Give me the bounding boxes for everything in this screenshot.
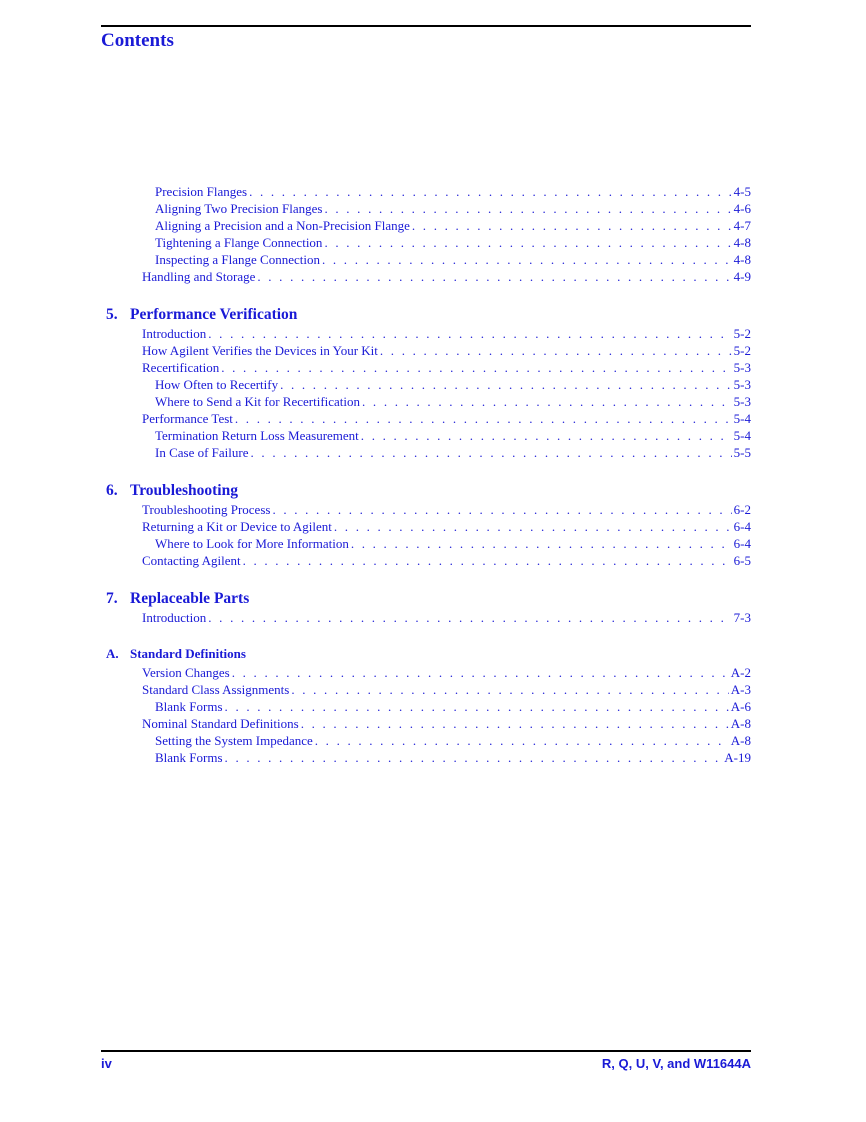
toc-entry[interactable]	[101, 410, 751, 427]
dot-leader	[301, 715, 729, 732]
dot-leader	[225, 749, 723, 766]
toc-entry[interactable]	[101, 325, 751, 342]
toc-entry-page: 4-7	[733, 218, 751, 233]
toc-entry[interactable]	[101, 698, 751, 715]
dot-leader	[272, 501, 731, 518]
toc-entry-page: A-2	[730, 665, 751, 680]
toc-entry-label: Nominal Standard Definitions	[142, 716, 299, 731]
dot-leader	[251, 444, 732, 461]
chapter-title: Standard Definitions	[130, 646, 246, 661]
dot-leader	[249, 183, 732, 200]
dot-leader	[221, 359, 731, 376]
toc-entry-label: Recertification	[142, 360, 220, 375]
toc-entry[interactable]	[101, 681, 751, 698]
toc-entry-page: 5-5	[733, 445, 751, 460]
toc-entry[interactable]	[101, 251, 751, 268]
chapter-heading[interactable]	[101, 644, 751, 664]
toc-entry-page: 4-6	[733, 201, 751, 216]
toc-entry-label: Precision Flanges	[155, 184, 248, 199]
toc-entry-label: Blank Forms	[155, 699, 223, 714]
bottom-rule	[101, 1050, 751, 1052]
dot-leader	[232, 664, 729, 681]
dot-leader	[315, 732, 729, 749]
toc-chapter	[101, 481, 751, 569]
toc-entry-page: 5-4	[733, 411, 751, 426]
toc-entry-label: Termination Return Loss Measurement	[155, 428, 359, 443]
chapter-title: Performance Verification	[130, 306, 298, 323]
dot-leader	[243, 552, 732, 569]
chapter-heading[interactable]	[101, 305, 751, 325]
dot-leader	[322, 251, 732, 268]
toc-entry-label: Blank Forms	[155, 750, 223, 765]
dot-leader	[208, 325, 731, 342]
toc-entry[interactable]	[101, 518, 751, 535]
toc-entry[interactable]	[101, 535, 751, 552]
dot-leader	[235, 410, 732, 427]
toc-entry-page: 4-9	[733, 269, 751, 284]
toc-entry[interactable]	[101, 200, 751, 217]
toc-entry-page: A-19	[724, 750, 751, 765]
dot-leader	[225, 698, 729, 715]
toc-entry-page: 5-2	[733, 343, 751, 358]
toc-entry[interactable]	[101, 501, 751, 518]
toc-entry[interactable]	[101, 217, 751, 234]
toc-entry-label: In Case of Failure	[155, 445, 249, 460]
toc-entry-page: 6-2	[733, 502, 751, 517]
toc-entry[interactable]	[101, 183, 751, 200]
toc-entry-label: Aligning Two Precision Flanges	[155, 201, 323, 216]
toc-entry-page: 5-3	[733, 360, 751, 375]
toc-entry-label: Tightening a Flange Connection	[155, 235, 323, 250]
toc-entry-page: A-3	[730, 682, 751, 697]
toc-entry[interactable]	[101, 552, 751, 569]
toc-entry-label: Returning a Kit or Device to Agilent	[142, 519, 332, 534]
table-of-contents	[101, 183, 751, 766]
toc-entry-label: Where to Send a Kit for Recertification	[155, 394, 361, 409]
toc-entry-label: Performance Test	[142, 411, 233, 426]
toc-entry-label: Handling and Storage	[142, 269, 256, 284]
toc-entry-label: Version Changes	[142, 665, 230, 680]
toc-entry-page: 4-8	[733, 252, 751, 267]
toc-entry-page: 5-4	[733, 428, 751, 443]
dot-leader	[362, 393, 732, 410]
toc-entry[interactable]	[101, 715, 751, 732]
toc-entry-page: 5-2	[733, 326, 751, 341]
dot-leader	[351, 535, 732, 552]
dot-leader	[280, 376, 732, 393]
toc-entry[interactable]	[101, 609, 751, 626]
dot-leader	[291, 681, 728, 698]
chapter-heading[interactable]	[101, 481, 751, 501]
toc-entry-label: Aligning a Precision and a Non-Precision Flange	[155, 218, 410, 233]
dot-leader	[257, 268, 731, 285]
toc-entry-page: A-8	[730, 733, 751, 748]
chapter-title: Replaceable Parts	[130, 590, 250, 607]
dot-leader	[361, 427, 732, 444]
toc-entry-label: Standard Class Assignments	[142, 682, 290, 697]
toc-entry-page: 5-3	[733, 377, 751, 392]
dot-leader	[324, 234, 731, 251]
toc-entry-page: A-8	[730, 716, 751, 731]
toc-entry-label: How Often to Recertify	[155, 377, 279, 392]
dot-leader	[324, 200, 731, 217]
dot-leader	[208, 609, 731, 626]
chapter-number: 7.	[106, 590, 118, 607]
chapter-heading[interactable]	[101, 589, 751, 609]
footer-product-name: R, Q, U, V, and W11644A	[601, 1056, 751, 1071]
toc-entry-page: 6-4	[733, 536, 751, 551]
dot-leader	[412, 217, 732, 234]
chapter-title: Troubleshooting	[130, 482, 238, 499]
toc-entry-label: Introduction	[142, 610, 207, 625]
toc-chapter	[101, 589, 751, 626]
dot-leader	[334, 518, 732, 535]
toc-entry[interactable]	[101, 444, 751, 461]
toc-entry-page: 5-3	[733, 394, 751, 409]
toc-entry-label: Where to Look for More Information	[155, 536, 349, 551]
toc-entry[interactable]	[101, 342, 751, 359]
toc-entry-label: Contacting Agilent	[142, 553, 241, 568]
chapter-number: 6.	[106, 482, 118, 499]
toc-entry-label: Inspecting a Flange Connection	[155, 252, 320, 267]
toc-entry-page: A-6	[730, 699, 751, 714]
chapter-number: 5.	[106, 306, 118, 323]
toc-entry[interactable]	[101, 234, 751, 251]
toc-entry-page: 7-3	[733, 610, 751, 625]
toc-chapter	[101, 305, 751, 461]
toc-entry[interactable]	[101, 268, 751, 285]
toc-entry-label: How Agilent Verifies the Devices in Your Kit	[142, 343, 378, 358]
toc-chapter	[101, 644, 751, 766]
toc-entry-page: 4-8	[733, 235, 751, 250]
toc-entry[interactable]	[101, 732, 751, 749]
page-title: Contents	[101, 30, 174, 51]
toc-entry-label: Introduction	[142, 326, 207, 341]
toc-entry-page: 6-4	[733, 519, 751, 534]
toc-entry-label: Troubleshooting Process	[142, 502, 271, 517]
toc-entry[interactable]	[101, 749, 751, 766]
toc-entry-page: 4-5	[733, 184, 751, 199]
toc-continued-section	[101, 183, 751, 285]
toc-entry[interactable]	[101, 427, 751, 444]
toc-entry[interactable]	[101, 359, 751, 376]
toc-chapters	[101, 305, 751, 766]
chapter-number: A.	[106, 646, 119, 661]
top-rule	[101, 25, 751, 27]
toc-entry[interactable]	[101, 376, 751, 393]
toc-entry[interactable]	[101, 393, 751, 410]
footer-page-number: iv	[101, 1056, 112, 1071]
toc-entry-page: 6-5	[733, 553, 751, 568]
toc-entry-label: Setting the System Impedance	[155, 733, 313, 748]
toc-entry[interactable]	[101, 664, 751, 681]
dot-leader	[380, 342, 732, 359]
